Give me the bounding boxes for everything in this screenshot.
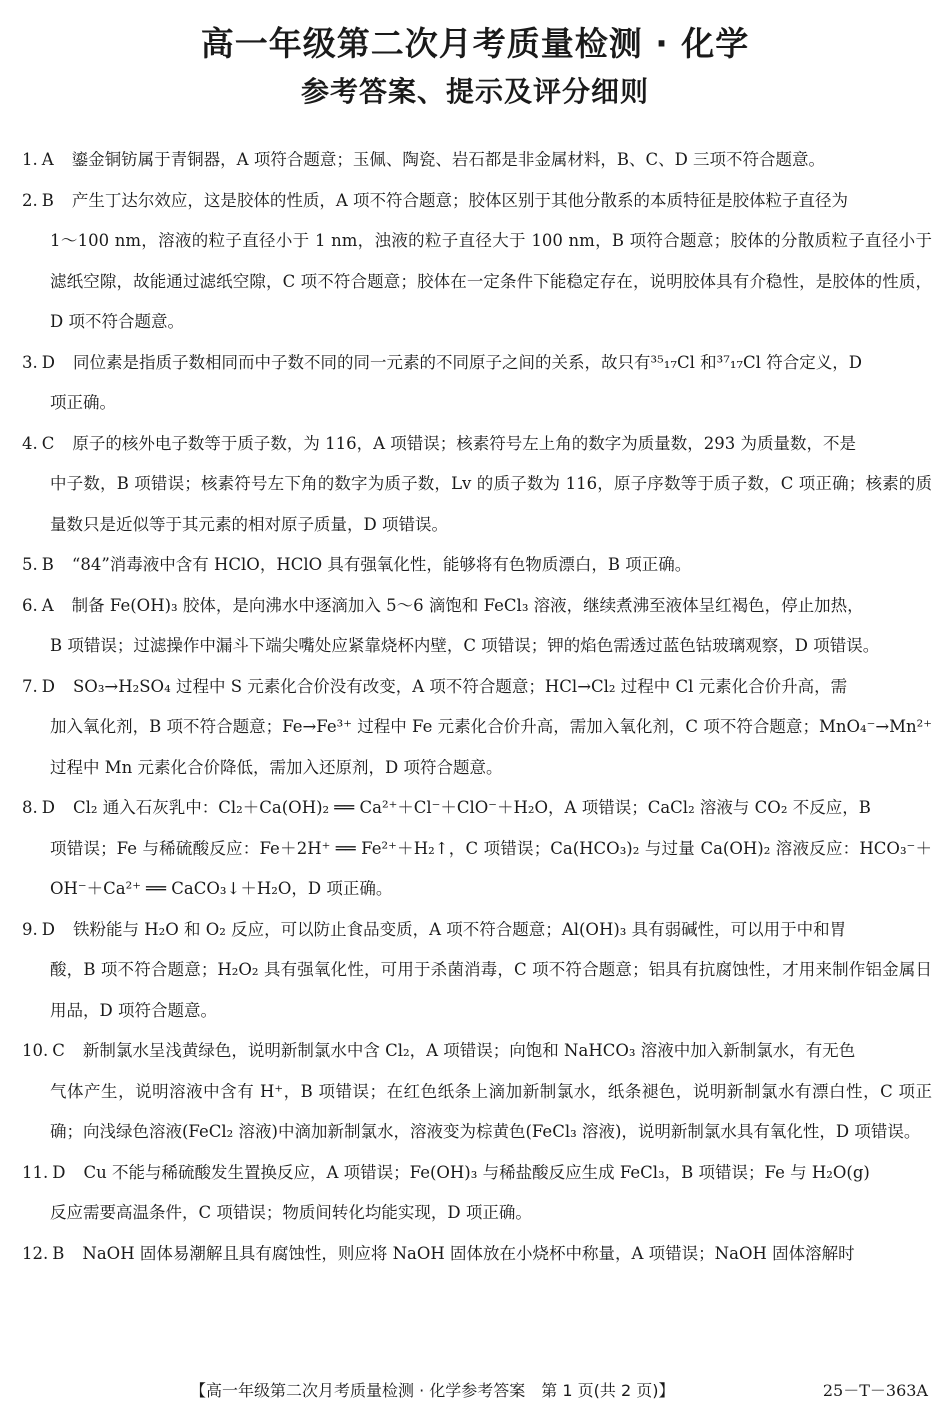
- answer-list: [22, 140, 932, 1274]
- answer-item-3: 3. D 同位素是指质子数相同而中子数不同的同一元素的不同原子之间的关系，故只有³⁵₁₇Cl 和³⁷₁₇Cl 符合定义，D 项正确。: [22, 352, 862, 412]
- answer-item-9: 9. D 铁粉能与 H₂O 和 O₂ 反应，可以防止食品变质，A 项不符合题意；Al(OH)₃ 具有弱碱性，可以用于中和胃 酸，B 项不符合题意；H₂O₂ 具有强氧化性，可用于杀菌消毒，C 项不符合题意；铝具有抗腐蚀性，才用来制作铝金属日用品，D 项符合题意。: [22, 919, 932, 1020]
- answer-item-11: 11. D Cu 不能与稀硫酸发生置换反应，A 项错误；Fe(OH)₃ 与稀盐酸反应生成 FeCl₃，B 项错误；Fe 与 H₂O(g) 反应需要高温条件，C 项错误；物质间转化均能实现，D 项正确。: [22, 1162, 870, 1222]
- answer-item-12: 12. B NaOH 固体易潮解且具有腐蚀性，则应将 NaOH 固体放在小烧杯中称量，A 项错误；NaOH 固体溶解时: [22, 1243, 855, 1263]
- answer-item-6: 6. A 制备 Fe(OH)₃ 胶体，是向沸水中逐滴加入 5～6 滴饱和 FeCl₃ 溶液，继续煮沸至液体呈红褐色，停止加热， B 项错误；过滤操作中漏斗下端尖嘴处应紧靠烧杯内壁，C 项错误；钾的焰色需透过蓝色钴玻璃观察，D 项错误。: [22, 595, 880, 655]
- answer-item-10: 10. C 新制氯水呈浅黄绿色，说明新制氯水中含 Cl₂，A 项错误；向饱和 NaHCO₃ 溶液中加入新制氯水，有无色 气体产生，说明溶液中含有 H⁺，B 项错误；在红色纸条上滴加新制氯水，纸条褪色，说明新制氯水有漂白性，C 项正确；向浅绿色溶液(FeCl₂ 溶液)中滴加新制氯水，溶液变为棕黄色(FeCl₃ 溶液)，说明新制氯水具有氧化性，D 项错误。: [22, 1041, 932, 1141]
- answer-item-5: 5. B “84”消毒液中含有 HClO，HClO 具有强氧化性，能够将有色物质漂白，B 项正确。: [22, 555, 692, 574]
- answer-item-8: 8. D Cl₂ 通入石灰乳中：Cl₂＋Ca(OH)₂ ══ Ca²⁺＋Cl⁻＋ClO⁻＋H₂O，A 项错误；CaCl₂ 溶液与 CO₂ 不反应，B 项错误；Fe 与稀硫酸反应：Fe＋2H⁺ ══ Fe²⁺＋H₂↑，C 项错误；Ca(HCO₃)₂ 与过量 Ca(OH)₂ 溶液反应：HCO₃⁻＋OH⁻＋Ca²⁺ ══ CaCO₃↓＋H₂O，D 项正确。: [22, 798, 932, 898]
- footer-code: 25－T－363A: [822, 1381, 928, 1400]
- answer-item-4: 4. C 原子的核外电子数等于质子数，为 116，A 项错误；核素符号左上角的数字为质量数，293 为质量数，不是 中子数，B 项错误；核素符号左下角的数字为质子数，Lv 的质子数为 116，原子序数等于质子数，C 项正确；核素的质量数只是近似等于其元素的相对原子质量，D 项错误。: [22, 433, 932, 534]
- page-subtitle: 参考答案、提示及评分细则: [300, 75, 649, 108]
- page-title: 高一年级第二次月考质量检测 · 化学: [200, 24, 750, 63]
- answer-item-2: 2. B 产生丁达尔效应，这是胶体的性质，A 项不符合题意；胶体区别于其他分散系的本质特征是胶体粒子直径为 1～100 nm，溶液的粒子直径小于 1 nm，浊液的粒子直径大于 100 nm，B 项符合题意；胶体的分散质粒子直径小于滤纸空隙，故能通过滤纸空隙，C 项不符合题意；胶体在一定条件下能稳定存在，说明胶体具有介稳性，是胶体的性质，D 项不符合题意。: [22, 190, 932, 331]
- footer-text: 【高一年级第二次月考质量检测 · 化学参考答案 第 1 页(共 2 页)】: [190, 1381, 675, 1400]
- answer-item-1: 1. A 鎏金铜钫属于青铜器，A 项符合题意；玉佩、陶瓷、岩石都是非金属材料，B、C、D 三项不符合题意。: [22, 150, 826, 169]
- answer-item-7: 7. D SO₃→H₂SO₄ 过程中 S 元素化合价没有改变，A 项不符合题意；HCl→Cl₂ 过程中 Cl 元素化合价升高，需 加入氧化剂，B 项不符合题意；Fe→Fe³⁺ 过程中 Fe 元素化合价升高，需加入氧化剂，C 项不符合题意；MnO₄⁻→Mn²⁺ 过程中 Mn 元素化合价降低，需加入还原剂，D 项符合题意。: [22, 676, 932, 777]
